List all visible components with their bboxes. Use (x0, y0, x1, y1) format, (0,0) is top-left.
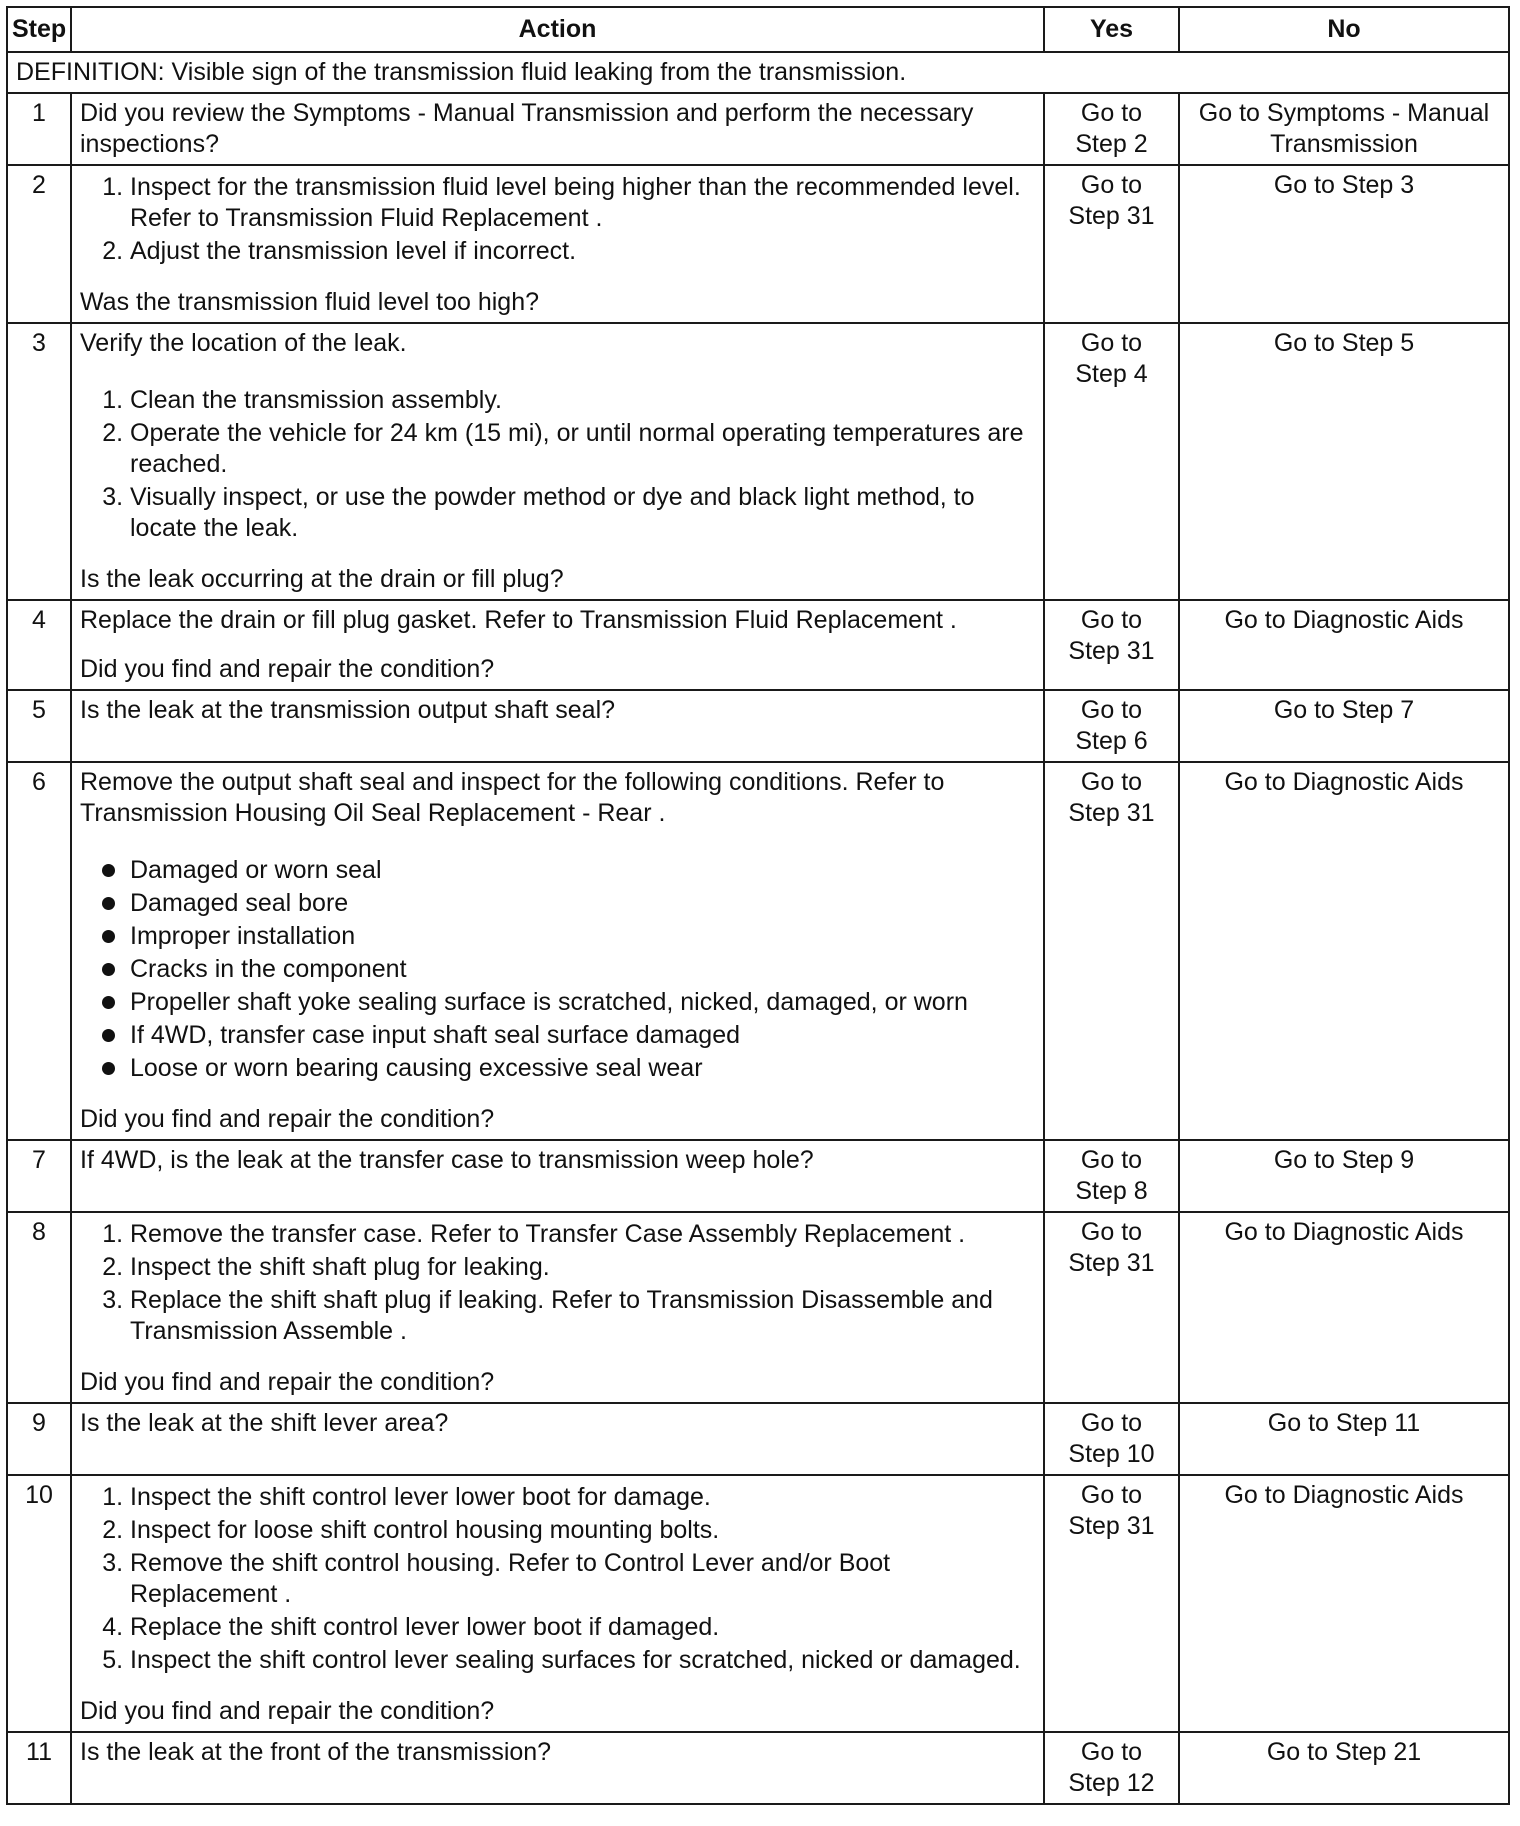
step-number: 3 (7, 323, 71, 600)
step-number: 10 (7, 1475, 71, 1732)
yes-result: Go to Step 10 (1044, 1403, 1179, 1475)
condition-text: Improper installation (130, 922, 356, 950)
header-no: No (1179, 7, 1509, 52)
header-action: Action (71, 7, 1044, 52)
action-cell (71, 1475, 1044, 1732)
step-number: 6 (7, 762, 71, 1140)
action-cell (71, 762, 1044, 1140)
step-number: 2 (7, 165, 71, 323)
action-step-item: 3. Replace the shift shaft plug if leaking. Refer to Transmission Disassemble and Transmission Assemble . (130, 1285, 1035, 1347)
yes-result: Go to Step 12 (1044, 1732, 1179, 1804)
action-question: Did you find and repair the condition? (80, 1697, 495, 1725)
no-result: Go to Diagnostic Aids (1179, 1212, 1509, 1403)
action-cell (71, 1140, 1044, 1212)
action-cell (71, 600, 1044, 690)
condition-text: Cracks in the component (130, 955, 407, 983)
action-cell (71, 165, 1044, 323)
action-question: Did you find and repair the condition? (80, 1105, 495, 1133)
condition-text: Damaged seal bore (130, 889, 349, 917)
action-step-item: 1. Clean the transmission assembly. (130, 385, 1035, 416)
action-question: Did you find and repair the condition? (80, 655, 495, 683)
no-result: Go to Step 5 (1179, 323, 1509, 600)
yes-result: Go to Step 6 (1044, 690, 1179, 762)
condition-list (80, 855, 1035, 1084)
action-step-item: 2. Inspect the shift shaft plug for leaking. (130, 1252, 1035, 1283)
action-step-item: 5. Inspect the shift control lever sealing surfaces for scratched, nicked or damaged. (130, 1645, 1035, 1676)
bullet-icon (102, 996, 115, 1009)
yes-result: Go to Step 8 (1044, 1140, 1179, 1212)
step-row (7, 690, 1509, 762)
action-step-item: 1. Inspect for the transmission fluid level being higher than the recommended level. Refer to Transmission Fluid Replacement . (130, 172, 1035, 234)
condition-text: Propeller shaft yoke sealing surface is scratched, nicked, damaged, or worn (130, 988, 968, 1016)
yes-result: Go to Step 31 (1044, 165, 1179, 323)
action-cell (71, 1212, 1044, 1403)
action-intro: Is the leak at the transmission output shaft seal? (80, 696, 616, 724)
action-step-item: 3. Visually inspect, or use the powder method or dye and black light method, to locate the leak. (130, 482, 1035, 544)
bullet-icon (102, 897, 115, 910)
yes-result: Go to Step 31 (1044, 1212, 1179, 1403)
no-result: Go to Step 11 (1179, 1403, 1509, 1475)
no-result: Go to Diagnostic Aids (1179, 1475, 1509, 1732)
header-step: Step (7, 7, 71, 52)
definition-text: DEFINITION: Visible sign of the transmission fluid leaking from the transmission. (7, 52, 1509, 93)
step-number: 7 (7, 1140, 71, 1212)
yes-result: Go to Step 2 (1044, 93, 1179, 165)
action-step-item: 1. Remove the transfer case. Refer to Transfer Case Assembly Replacement . (130, 1219, 1035, 1250)
step-row (7, 1403, 1509, 1475)
action-question: Is the leak occurring at the drain or fill plug? (80, 565, 564, 593)
action-steps-list (80, 172, 1035, 267)
action-question: Was the transmission fluid level too high? (80, 288, 540, 316)
step-number: 11 (7, 1732, 71, 1804)
step-row (7, 323, 1509, 600)
condition-item (102, 888, 1035, 919)
bullet-icon (102, 963, 115, 976)
action-intro: Did you review the Symptoms - Manual Transmission and perform the necessary inspections? (80, 99, 974, 158)
diagnostic-table (6, 6, 1510, 1805)
condition-item (102, 1020, 1035, 1051)
step-row (7, 165, 1509, 323)
bullet-icon (102, 1029, 115, 1042)
diagnostic-table-container (6, 6, 1508, 1805)
no-result: Go to Step 21 (1179, 1732, 1509, 1804)
condition-item (102, 987, 1035, 1018)
action-cell (71, 1403, 1044, 1475)
condition-item (102, 1053, 1035, 1084)
action-cell (71, 323, 1044, 600)
action-steps-list (80, 385, 1035, 544)
no-result: Go to Symptoms - Manual Transmission (1179, 93, 1509, 165)
condition-text: If 4WD, transfer case input shaft seal surface damaged (130, 1021, 741, 1049)
condition-text: Damaged or worn seal (130, 856, 382, 884)
action-intro: Is the leak at the shift lever area? (80, 1409, 449, 1437)
condition-item (102, 954, 1035, 985)
bullet-icon (102, 864, 115, 877)
yes-result: Go to Step 4 (1044, 323, 1179, 600)
action-step-item: 2. Operate the vehicle for 24 km (15 mi), or until normal operating temperatures are reached. (130, 418, 1035, 480)
action-step-item: 4. Replace the shift control lever lower boot if damaged. (130, 1612, 1035, 1643)
header-yes: Yes (1044, 7, 1179, 52)
step-row (7, 762, 1509, 1140)
action-step-item: 2. Adjust the transmission level if incorrect. (130, 236, 1035, 267)
yes-result: Go to Step 31 (1044, 1475, 1179, 1732)
no-result: Go to Diagnostic Aids (1179, 762, 1509, 1140)
action-cell (71, 1732, 1044, 1804)
step-row (7, 1732, 1509, 1804)
action-cell (71, 690, 1044, 762)
header-row (7, 7, 1509, 52)
step-number: 1 (7, 93, 71, 165)
step-row (7, 1212, 1509, 1403)
bullet-icon (102, 930, 115, 943)
action-intro: Remove the output shaft seal and inspect for the following conditions. Refer to Transmission Housing Oil Seal Replacement - Rear . (80, 768, 945, 827)
action-steps-list (80, 1219, 1035, 1347)
step-number: 8 (7, 1212, 71, 1403)
definition-row (7, 52, 1509, 93)
no-result: Go to Step 9 (1179, 1140, 1509, 1212)
step-number: 4 (7, 600, 71, 690)
step-number: 5 (7, 690, 71, 762)
bullet-icon (102, 1062, 115, 1075)
step-row (7, 1475, 1509, 1732)
no-result: Go to Step 7 (1179, 690, 1509, 762)
yes-result: Go to Step 31 (1044, 762, 1179, 1140)
action-question: Did you find and repair the condition? (80, 1368, 495, 1396)
step-row (7, 1140, 1509, 1212)
action-intro: Is the leak at the front of the transmission? (80, 1738, 552, 1766)
action-intro: If 4WD, is the leak at the transfer case to transmission weep hole? (80, 1146, 814, 1174)
condition-item (102, 921, 1035, 952)
action-intro: Replace the drain or fill plug gasket. Refer to Transmission Fluid Replacement . (80, 606, 957, 634)
action-steps-list (80, 1482, 1035, 1676)
action-step-item: 3. Remove the shift control housing. Refer to Control Lever and/or Boot Replacement . (130, 1548, 1035, 1610)
action-cell (71, 93, 1044, 165)
condition-item (102, 855, 1035, 886)
condition-text: Loose or worn bearing causing excessive seal wear (130, 1054, 703, 1082)
no-result: Go to Step 3 (1179, 165, 1509, 323)
action-step-item: 2. Inspect for loose shift control housing mounting bolts. (130, 1515, 1035, 1546)
action-intro: Verify the location of the leak. (80, 329, 407, 357)
yes-result: Go to Step 31 (1044, 600, 1179, 690)
action-step-item: 1. Inspect the shift control lever lower boot for damage. (130, 1482, 1035, 1513)
no-result: Go to Diagnostic Aids (1179, 600, 1509, 690)
step-number: 9 (7, 1403, 71, 1475)
step-row (7, 93, 1509, 165)
step-row (7, 600, 1509, 690)
